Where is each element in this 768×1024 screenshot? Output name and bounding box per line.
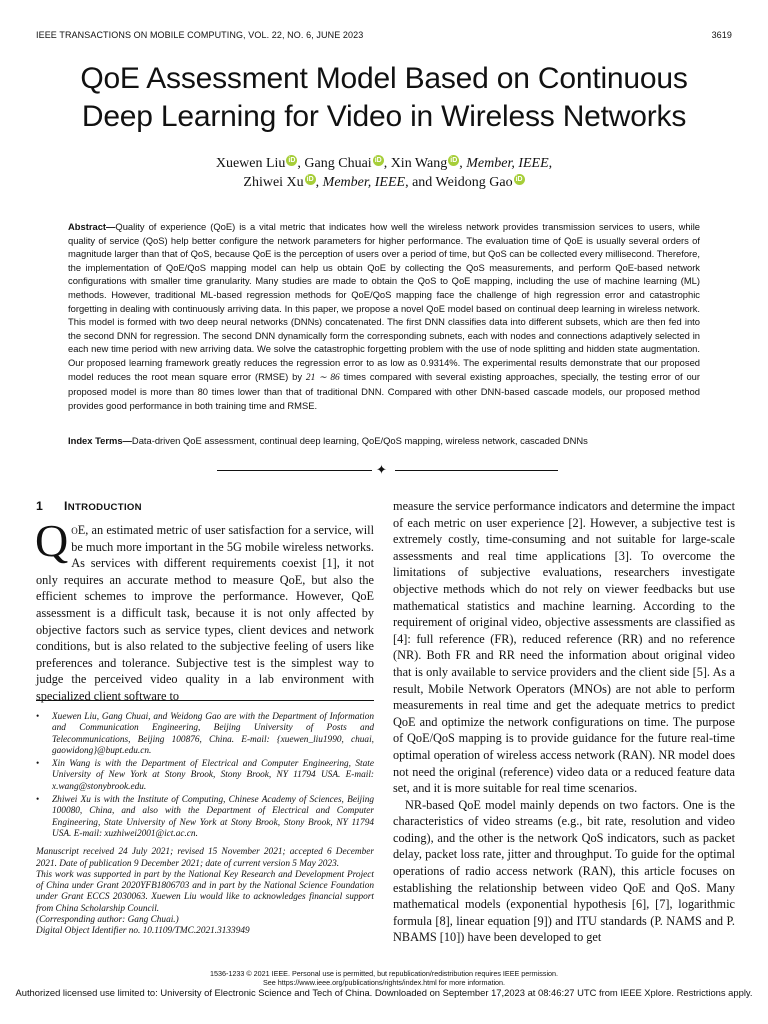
footnotes — [36, 712, 374, 938]
footnote-affiliation — [36, 712, 374, 757]
orcid-icon[interactable]: iD — [515, 176, 523, 183]
section-title-rest: NTRODUCTION — [67, 502, 142, 513]
funding-note: This work was supported in part by the National Key Research and Development Project of China under Grant 2020YFB1806703 and in part by the National Science Foundation under Grant ECCS 2030063. Xuewen Liu would like to acknowledges financial support from China Scholarship Council. — [36, 869, 374, 914]
author-role: Member, IEEE — [466, 156, 549, 171]
author-line-1: Xuewen Liu iD , Gang Chuai iD , Xin Wang iD , Member, IEEE, — [215, 156, 553, 171]
author-name: Zhiwei Xu — [243, 175, 304, 190]
footnote-text: Zhiwei Xu is with the Institute of Computing, Chinese Academy of Sciences, Beijing 100080, China, and also with the Department of Electrical and Computer Engineering, State University of New York at Stony Brook, Stony Brook, NY 11794 USA. E-mail: xuzhiwei2001@ict.ac.cn. — [52, 795, 374, 839]
running-header — [36, 30, 732, 44]
abstract — [68, 220, 700, 412]
intro-paragraph — [35, 515, 374, 705]
rmse-range: 21 ∼ 86 — [305, 372, 340, 383]
author-name: and Weidong Gao — [412, 175, 513, 190]
index-terms-label: Index Terms— — [68, 435, 132, 446]
section-divider — [0, 462, 768, 477]
manuscript-dates: Manuscript received 24 July 2021; revised 15 November 2021; accepted 6 December 2021. Date of publication 9 December 2021; date of current version 5 May 2023. — [36, 847, 374, 869]
abstract-text-cont: times compared with several existing approaches, specially, the testing error of our proposed model is more than 80 times lower than that of traditional DNN. Compared with other DNN-based cascade models, our proposed method provides good performance in both training time and RMSE. — [68, 370, 700, 411]
license-banner: Authorized licensed use limited to: University of Electronic Science and Tech of China. Downloaded on September 17,2023 at 08:46:27 UTC from IEEE Xplore. Restrictions apply. — [15, 987, 753, 998]
drop-cap: Q — [35, 515, 69, 566]
orcid-icon[interactable]: iD — [288, 157, 296, 164]
author-list — [40, 154, 728, 192]
index-terms-text: Data-driven QoE assessment, continual deep learning, QoE/QoS mapping, wireless network, cascaded DNNs — [131, 435, 588, 446]
abstract-text: Quality of experience (QoE) is a vital metric that indicates how well the wireless network provides transmission services to users, while quality of service (QoS) help better configure the network parameters for higher performance. The evaluation time of QoE is usually several orders of magnitude larger than that of QoS, because QoE is the perception of users over a period of time, but QoS can be collected every millisecond. Therefore, the implementation of QoE/QoS mapping model can help us obtain QoE by collecting the QoS measurements, and perform QoE-based network configurations with smaller time granularity. Many studies are made to obtain the QoS to QoE mapping, including the use of machine learning (ML) methods. However, traditional ML-based regression methods for QoE/QoS mapping face the challenge of high regression error and catastrophic forgetting in dealing with continuously arriving data. In this paper, we propose a novel QoE model based on continual deep learning in wireless network. This model is formed with two deep neural networks (DNNs) concatenated. The first DNN classifies data into different subsets, which are then fed into the second DNN for regression. The second DNN dynamically form the corresponding subnets, each with nodes and connections adaptively selected in each new time period with new arriving data. We solve the catastrophic forgetting problem with the use of node splitting and hidden state augmentation. Our proposed learning framework greatly reduces the regression error to as low as 0.9314%. The experimental results demonstrate that our proposed model reduces the root mean square error (RMSE) by — [68, 221, 700, 382]
title-line-1: QoE Assessment Model Based on Continuous — [80, 62, 688, 95]
divider-line — [217, 470, 372, 471]
doi: Digital Object Identifier no. 10.1109/TMC.2021.3133949 — [36, 926, 250, 937]
footnote-text: Xuewen Liu, Gang Chuai, and Weidong Gao are with the Department of Information and Communication Engineering, Beijing University of Posts and Telecommunications, Beijing 100876, China. E-mail: {xuewen_liu1990, chuai, gaowidong}@bupt.edu.cn. — [52, 712, 374, 756]
footnote-affiliation — [36, 795, 374, 840]
bullet-icon: • — [36, 712, 40, 722]
page-number: 3619 — [711, 30, 732, 40]
footnote-rule — [36, 700, 374, 701]
section-heading — [36, 498, 374, 516]
body-paragraph: NR-based QoE model mainly depends on two factors. One is the characteristics of video streams (e.g., bit rate, resolution and video coding), and the other is the network QoS indicators, such as packet delay, packet loss rate, jitter and throughput. To guide for the optimal operations of radio access network (RAN), this article focuses on establishing the relationship between video QoE and QoS. Many mathematical models (exponential hypothesis [6], [7], logarithmic formula [8], linear equation [9]) and ITU standards (P. NAMS and P. NBAMS [10]) have been developed to get — [393, 797, 735, 945]
paper-title — [20, 60, 748, 136]
left-column — [36, 498, 374, 705]
author-name: Gang Chuai — [304, 156, 372, 171]
body-paragraph: measure the service performance indicators and determine the impact of each metric on user experience [2]. However, a subjective test is extremely costly, time-consuming and not suitable for large-scale assessments and real time applications [3]. To overcome the limitations of subjective evaluations, researchers investigate objective methods which do not rely on viewer feedbacks but use mathematical statistics and machine learning. According to the requirement of original video, objective assessments are classified as [4]: full reference (FR), reduced reference (RR) and no reference (NR). Both FR and RR need the information about original video that is only available to service providers and the client side [5]. As a result, Mobile Network Operators (MNOs) are not able to perform measurements in real time and get the adequate metrics to predict QoE and optimize the network configurations on time. The purpose of QoE/QoS mapping is to provide guidance for the future real-time optimal operation of wireless access network (RAN). NR model does not need the original (reference) video data or a reduced feature data set, and it is more suitable for real time scenarios. — [393, 499, 735, 796]
author-name: Xuewen Liu — [215, 156, 286, 171]
copyright-notice — [0, 969, 768, 987]
orcid-icon[interactable]: iD — [374, 157, 382, 164]
divider-line — [395, 470, 558, 471]
journal-name: IEEE TRANSACTIONS ON MOBILE COMPUTING, VOL. 22, NO. 6, JUNE 2023 — [36, 30, 364, 40]
corresponding-author: (Corresponding author: Gang Chuai.) — [36, 915, 179, 926]
bullet-icon: • — [36, 759, 40, 770]
intro-text: , an estimated metric of user satisfaction for a service, will be much more important in the 5G mobile wireless networks. As services with different requirements coexist [1], it not only requires an accurate method to measure QoE, but also the efficient schemes to improve the performance. However, QoE assessment is a difficult task, because it is not only affected by objective factors such as service types, client devices and network conditions, but is also related to the subjective feeling of users like preferences and tolerance. Subjective test is the simplest way to judge the perceived video quality in a lab environment with specialized client software to — [36, 523, 374, 703]
section-title-initial: I — [64, 499, 68, 513]
index-terms — [68, 434, 700, 447]
copyright-line: 1536-1233 © 2021 IEEE. Personal use is permitted, but republication/redistribution requires IEEE permission. — [209, 969, 559, 978]
orcid-icon[interactable]: iD — [450, 157, 458, 164]
bullet-icon: • — [36, 795, 40, 806]
diamond-icon: ✦ — [376, 462, 387, 477]
orcid-icon[interactable]: iD — [306, 176, 314, 183]
title-line-2: Deep Learning for Video in Wireless Networks — [81, 100, 687, 133]
section-number: 1 — [36, 499, 44, 513]
author-role: Member, IEEE — [322, 175, 406, 190]
abstract-label: Abstract— — [68, 221, 116, 232]
author-name: Xin Wang — [390, 156, 448, 171]
author-line-2: Zhiwei Xu iD , Member, IEEE, and Weidong Gao iD — [243, 175, 523, 190]
footnote-affiliation — [36, 759, 374, 793]
footnote-text: Xin Wang is with the Department of Electrical and Computer Engineering, State University of New York at Stony Brook, Stony Brook, NY 11794 USA. E-mail: x.wang@stonybrook.edu. — [52, 759, 374, 792]
right-column — [393, 498, 735, 946]
rights-link[interactable]: See https://www.ieee.org/publications/rights/index.html for more information. — [262, 978, 506, 987]
drop-cap-rest: oE — [71, 523, 86, 537]
